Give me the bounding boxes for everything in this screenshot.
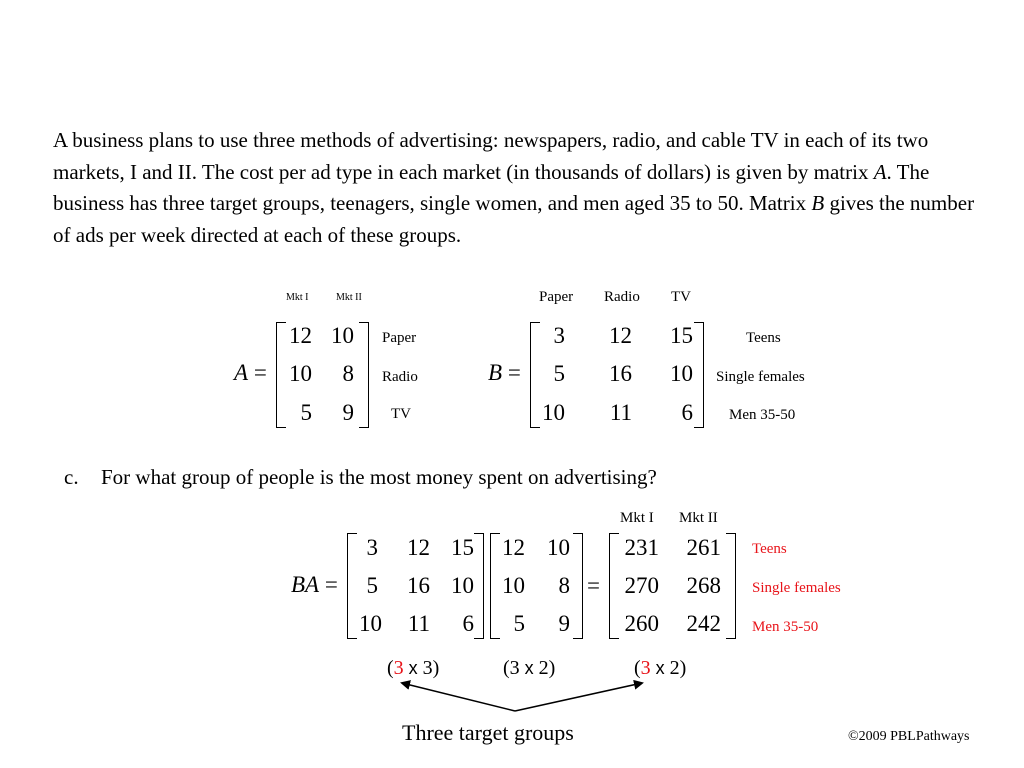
product-result-cell: 242 — [686, 611, 721, 636]
intro-var-a: A — [873, 159, 887, 184]
matrix-b-cell: 10 — [542, 400, 565, 425]
product-result-cell: 261 — [686, 535, 721, 560]
matrix-b-label: B = — [488, 360, 521, 385]
matrix-a-col-header-1: Mkt I — [286, 292, 309, 303]
product-left-cell: 10 — [451, 573, 474, 598]
product-right-cell: 10 — [547, 535, 570, 560]
copyright: ©2009 PBLPathways — [848, 729, 970, 744]
matrix-a-row-label: TV — [391, 406, 411, 422]
matrix-b-cell: 12 — [609, 323, 632, 348]
product-left-cell: 10 — [359, 611, 382, 636]
product-left-cell: 6 — [462, 611, 474, 636]
product-left-cell: 15 — [451, 535, 474, 560]
matrix-b-cell: 5 — [553, 361, 565, 386]
product-right-cell: 5 — [513, 611, 525, 636]
product-result-cell: 231 — [624, 535, 659, 560]
matrix-b-cell: 11 — [609, 400, 632, 425]
matrix-a-cell: 5 — [300, 400, 312, 425]
product-left-cell: 3 — [366, 535, 378, 560]
intro-text-3: gives the number of ads per week directed at each of these groups. — [53, 191, 975, 247]
matrix-b-cell: 10 — [670, 361, 693, 386]
matrix-a-cell: 8 — [342, 361, 354, 386]
product-label: BA = — [291, 572, 338, 597]
product-right-cell: 8 — [558, 573, 570, 598]
matrix-a-col-header-2: Mkt II — [336, 292, 362, 303]
matrix-b-row-label: Teens — [746, 330, 781, 346]
matrix-a-cell: 9 — [342, 400, 354, 425]
matrix-b-row-label: Men 35-50 — [729, 407, 796, 423]
intro-var-b: B — [811, 191, 825, 215]
product-right-cell: 12 — [502, 535, 525, 560]
intro-text-2: . The business has three target groups, teenagers, single women, and men aged 35 to 50. Matrix — [53, 159, 930, 215]
arrow-to-result-dimension — [515, 683, 642, 711]
product-col-header-2: Mkt II — [679, 510, 718, 526]
matrix-b-cell: 3 — [553, 323, 565, 348]
dimension-right-matrix: (3 x 2) — [503, 657, 556, 679]
product-right-cell: 9 — [558, 611, 570, 636]
matrix-b-row-label: Single females — [716, 369, 805, 385]
matrix-a-cell: 10 — [289, 361, 312, 386]
product-col-header-1: Mkt I — [620, 510, 654, 526]
matrix-a-row-label: Radio — [382, 369, 418, 385]
product-row-label: Teens — [752, 541, 787, 557]
target-groups-label: Three target groups — [402, 720, 574, 745]
question-text: For what group of people is the most money spent on advertising? — [101, 465, 657, 489]
matrix-a-cell: 10 — [331, 323, 354, 348]
product-result-cell: 268 — [686, 573, 721, 598]
product-row-label: Men 35-50 — [752, 619, 819, 635]
matrix-b-col-header-3: TV — [671, 289, 691, 305]
arrow-to-left-dimension — [402, 683, 515, 711]
dimension-result-matrix: (3 x 2) — [634, 657, 687, 679]
matrix-b-col-header-2: Radio — [604, 289, 640, 305]
matrix-a-row-label: Paper — [382, 330, 417, 346]
product-left-cell: 5 — [366, 573, 378, 598]
product-left-cell: 12 — [407, 535, 430, 560]
product-left-cell: 11 — [407, 611, 430, 636]
matrix-b-col-header-1: Paper — [539, 289, 574, 305]
matrix-a-cell: 12 — [289, 323, 312, 348]
product-right-cell: 10 — [502, 573, 525, 598]
matrix-b-cell: 6 — [681, 400, 693, 425]
product-left-cell: 16 — [407, 573, 430, 598]
question-letter: c. — [64, 465, 79, 489]
dimension-left-matrix: (3 x 3) — [387, 657, 440, 679]
matrix-b-cell: 16 — [609, 361, 632, 386]
intro-text-1: A business plans to use three methods of advertising: newspapers, radio, and cable TV in each of its two markets, I and II. The cost per ad type in each market (in thousands of dollars) is given by matrix — [53, 128, 929, 184]
product-equals-sign: = — [587, 573, 600, 598]
matrix-a-label: A = — [234, 360, 267, 385]
matrix-b-cell: 15 — [670, 323, 693, 348]
product-result-cell: 260 — [624, 611, 659, 636]
product-row-label: Single females — [752, 580, 841, 596]
product-result-cell: 270 — [624, 573, 659, 598]
